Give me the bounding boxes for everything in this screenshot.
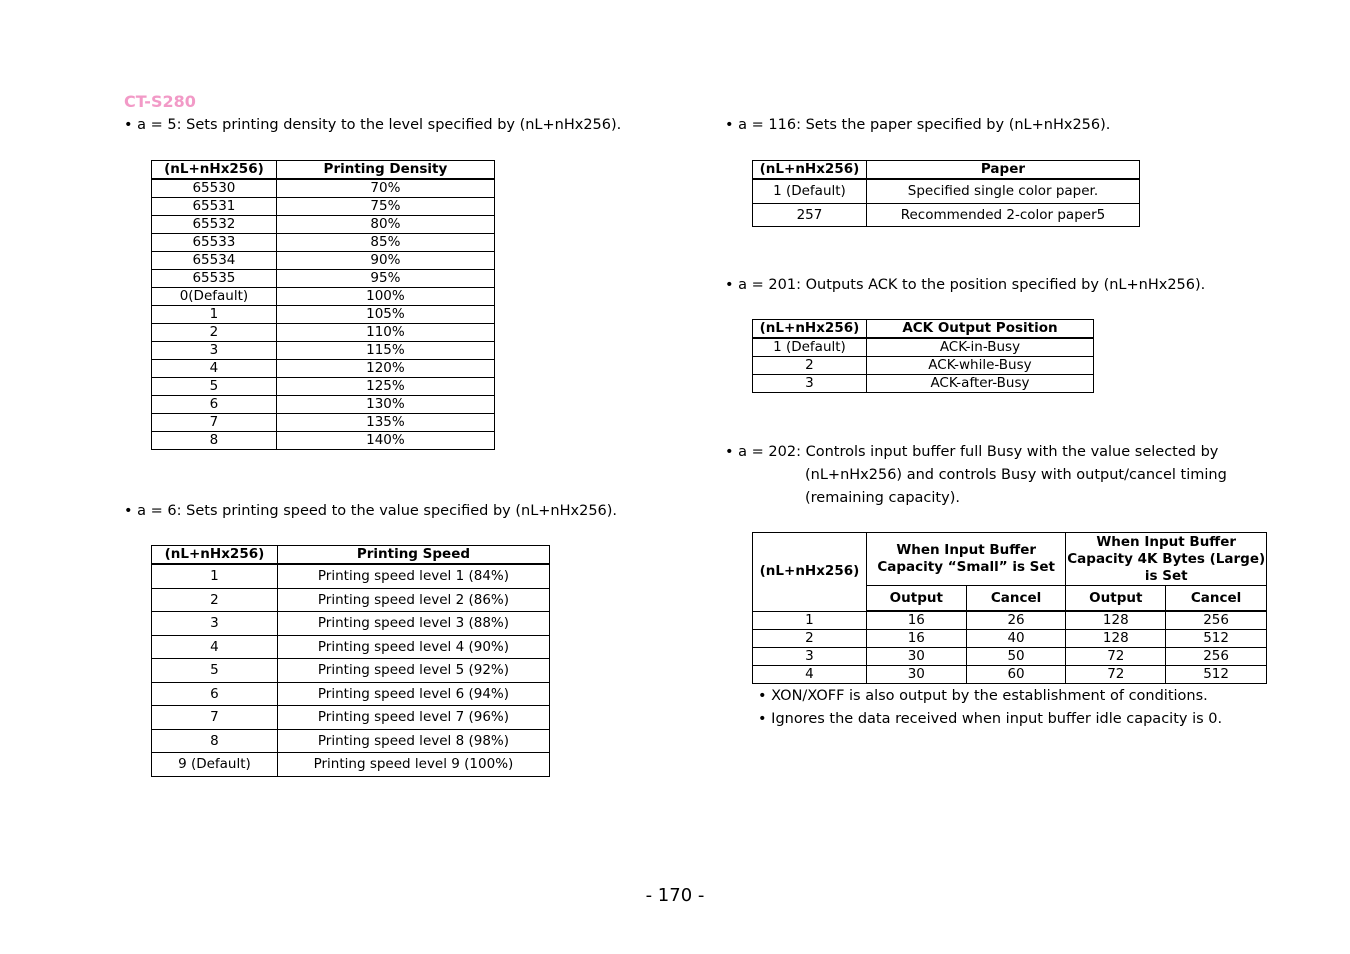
table-cell: 40	[966, 630, 1066, 648]
table-row	[152, 659, 550, 683]
table-cell: 16	[866, 630, 966, 648]
column-header: ACK Output Position	[866, 320, 1093, 339]
table-cell: ACK-while-Busy	[866, 357, 1093, 375]
table-cell: 128	[1066, 630, 1166, 648]
sub-header: Cancel	[1166, 586, 1267, 612]
paper-table	[752, 160, 1140, 227]
table-cell: 0(Default)	[152, 288, 277, 306]
table-row	[152, 706, 550, 730]
table-cell: 95%	[276, 270, 494, 288]
table-row	[753, 630, 1267, 648]
table-cell: Printing speed level 5 (92%)	[277, 659, 549, 683]
table-row	[152, 342, 495, 360]
table-cell: 257	[753, 203, 867, 227]
table-cell: 140%	[276, 432, 494, 450]
table-row	[152, 198, 495, 216]
table-row	[753, 648, 1267, 666]
table-cell: 135%	[276, 414, 494, 432]
table-cell: 130%	[276, 396, 494, 414]
table-cell: 115%	[276, 342, 494, 360]
table-cell: ACK-in-Busy	[866, 338, 1093, 357]
table-cell: 3	[152, 612, 278, 636]
table-cell: 65531	[152, 198, 277, 216]
table-row	[753, 357, 1094, 375]
table-row	[753, 666, 1267, 684]
table-cell: 256	[1166, 611, 1267, 630]
table-row	[152, 729, 550, 753]
speed-table	[151, 545, 550, 777]
table-row	[753, 375, 1094, 393]
table-row	[152, 682, 550, 706]
ack-table	[752, 319, 1094, 393]
column-header: (nL+nHx256)	[152, 161, 277, 180]
table-cell: 65530	[152, 179, 277, 198]
table-cell: 65533	[152, 234, 277, 252]
table-row	[152, 252, 495, 270]
table-cell: 125%	[276, 378, 494, 396]
table-row	[152, 564, 550, 588]
buffer-intro	[725, 441, 1227, 510]
table-cell: 4	[753, 666, 867, 684]
table-cell: 128	[1066, 611, 1166, 630]
table-cell: Specified single color paper.	[866, 179, 1139, 203]
table-cell: Printing speed level 3 (88%)	[277, 612, 549, 636]
sub-header: Output	[1066, 586, 1166, 612]
table-cell: Printing speed level 7 (96%)	[277, 706, 549, 730]
buffer-notes	[758, 685, 1222, 731]
column-header: (nL+nHx256)	[753, 320, 867, 339]
buffer-intro-line: • a = 202: Controls input buffer full Busy with the value selected by	[725, 444, 1219, 460]
table-cell: ACK-after-Busy	[866, 375, 1093, 393]
table-cell: Printing speed level 2 (86%)	[277, 588, 549, 612]
table-cell: 60	[966, 666, 1066, 684]
table-cell: 2	[152, 324, 277, 342]
table-row	[152, 588, 550, 612]
table-row	[152, 306, 495, 324]
table-cell: 6	[152, 682, 278, 706]
table-cell: Recommended 2-color paper5	[866, 203, 1139, 227]
table-row	[753, 611, 1267, 630]
table-cell: 5	[152, 378, 277, 396]
column-header: (nL+nHx256)	[753, 533, 867, 612]
paper-intro: • a = 116: Sets the paper specified by (nL+nHx256).	[725, 117, 1111, 133]
table-cell: 1	[152, 564, 278, 588]
table-cell: 26	[966, 611, 1066, 630]
table-cell: 7	[152, 414, 277, 432]
table-row	[152, 360, 495, 378]
buffer-table	[752, 532, 1267, 684]
table-cell: 72	[1066, 648, 1166, 666]
model-name: CT-S280	[124, 92, 196, 111]
column-header: (nL+nHx256)	[753, 161, 867, 180]
table-cell: 512	[1166, 666, 1267, 684]
table-row	[152, 216, 495, 234]
table-row	[152, 414, 495, 432]
table-cell: Printing speed level 6 (94%)	[277, 682, 549, 706]
table-cell: 4	[152, 360, 277, 378]
table-cell: 80%	[276, 216, 494, 234]
table-row	[152, 612, 550, 636]
table-cell: 30	[866, 648, 966, 666]
table-cell: 8	[152, 432, 277, 450]
table-cell: 110%	[276, 324, 494, 342]
table-cell: 2	[753, 357, 867, 375]
table-cell: 75%	[276, 198, 494, 216]
group-header-large: When Input Buffer Capacity 4K Bytes (Large) is Set	[1067, 533, 1266, 584]
table-cell: 70%	[276, 179, 494, 198]
table-cell: 2	[152, 588, 278, 612]
column-header: Printing Density	[276, 161, 494, 180]
table-cell: 65532	[152, 216, 277, 234]
buffer-intro-line: (nL+nHx256) and controls Busy with output/cancel timing	[805, 467, 1227, 483]
table-cell: 100%	[276, 288, 494, 306]
table-cell: 6	[152, 396, 277, 414]
table-cell: 65535	[152, 270, 277, 288]
table-row	[753, 203, 1140, 227]
table-row	[152, 270, 495, 288]
speed-intro: • a = 6: Sets printing speed to the value specified by (nL+nHx256).	[124, 503, 618, 519]
table-cell: 30	[866, 666, 966, 684]
group-header-small: When Input Buffer Capacity “Small” is Set	[866, 533, 1066, 586]
note: • XON/XOFF is also output by the establishment of conditions.	[758, 688, 1208, 704]
table-cell: 3	[753, 648, 867, 666]
table-cell: 8	[152, 729, 278, 753]
table-cell: 85%	[276, 234, 494, 252]
table-cell: 65534	[152, 252, 277, 270]
buffer-intro-line: (remaining capacity).	[805, 490, 960, 506]
table-cell: 512	[1166, 630, 1267, 648]
density-table	[151, 160, 495, 450]
table-row	[152, 396, 495, 414]
table-row	[152, 234, 495, 252]
table-cell: 120%	[276, 360, 494, 378]
table-cell: 256	[1166, 648, 1267, 666]
table-cell: 16	[866, 611, 966, 630]
density-intro: • a = 5: Sets printing density to the level specified by (nL+nHx256).	[124, 117, 622, 133]
column-header: (nL+nHx256)	[152, 546, 278, 565]
column-header: Printing Speed	[277, 546, 549, 565]
sub-header: Output	[866, 586, 966, 612]
table-cell: 1	[152, 306, 277, 324]
table-cell: 1 (Default)	[753, 338, 867, 357]
table-cell: 5	[152, 659, 278, 683]
table-row	[152, 753, 550, 777]
table-cell: 9 (Default)	[152, 753, 278, 777]
table-cell: 1 (Default)	[753, 179, 867, 203]
table-row	[152, 432, 495, 450]
table-row	[753, 179, 1140, 203]
table-cell: Printing speed level 4 (90%)	[277, 635, 549, 659]
table-cell: 7	[152, 706, 278, 730]
table-cell: 1	[753, 611, 867, 630]
sub-header: Cancel	[966, 586, 1066, 612]
table-row	[152, 635, 550, 659]
table-cell: 90%	[276, 252, 494, 270]
table-row	[152, 324, 495, 342]
table-cell: Printing speed level 8 (98%)	[277, 729, 549, 753]
table-cell: Printing speed level 9 (100%)	[277, 753, 549, 777]
table-row	[753, 338, 1094, 357]
table-cell: 2	[753, 630, 867, 648]
page-number: - 170 -	[645, 885, 705, 906]
table-row	[152, 179, 495, 198]
note: • Ignores the data received when input buffer idle capacity is 0.	[758, 711, 1223, 727]
table-cell: 72	[1066, 666, 1166, 684]
table-row	[152, 288, 495, 306]
column-header: Paper	[866, 161, 1139, 180]
table-cell: 3	[152, 342, 277, 360]
table-row	[152, 378, 495, 396]
table-cell: 50	[966, 648, 1066, 666]
table-cell: 3	[753, 375, 867, 393]
table-cell: 105%	[276, 306, 494, 324]
table-cell: 4	[152, 635, 278, 659]
table-cell: Printing speed level 1 (84%)	[277, 564, 549, 588]
ack-intro: • a = 201: Outputs ACK to the position specified by (nL+nHx256).	[725, 277, 1206, 293]
